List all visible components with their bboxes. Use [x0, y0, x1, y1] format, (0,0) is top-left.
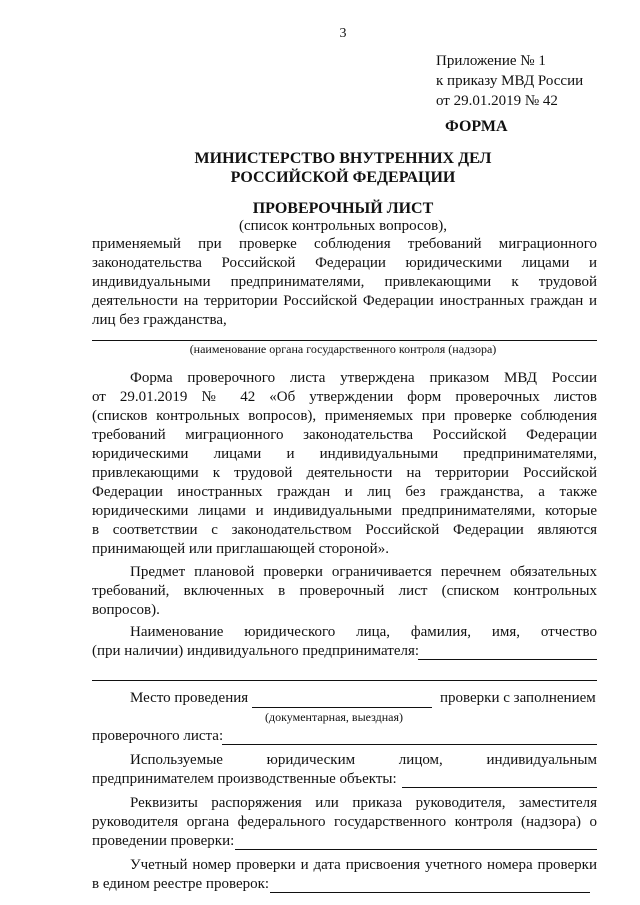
entity-name-field-1[interactable]	[418, 659, 597, 660]
para1-line-8: юридическими лицами и индивидуальными предпринимателями, которые	[92, 503, 597, 519]
place-line-2: проверочного листа:	[92, 728, 224, 744]
form-label: ФОРМА	[445, 118, 508, 135]
organ-caption: (наименование органа государственного контроля (надзора)	[189, 342, 497, 356]
place-caption: (документарная, выездная)	[265, 710, 404, 724]
para2-line-1: Предмет плановой проверки ограничивается перечнем обязательных	[130, 564, 597, 580]
organ-name-field[interactable]	[92, 340, 597, 341]
intro-line-2: законодательства Российской Федерации юридическими лицами и	[92, 255, 597, 271]
para2-line-3: вопросов).	[92, 602, 160, 618]
intro-line-4: деятельности на территории Российской Федерации иностранных граждан и	[92, 293, 597, 309]
requisites-line-3: проведении проверки:	[92, 833, 235, 849]
objects-line-2: предпринимателем производственные объекты:	[92, 771, 397, 787]
registry-line-1: Учетный номер проверки и дата присвоения учетного номера проверки	[130, 857, 597, 873]
registry-line-2: в едином реестре проверок:	[92, 876, 270, 892]
place-field[interactable]	[252, 707, 432, 708]
objects-field[interactable]	[402, 787, 597, 788]
registry-field[interactable]	[270, 892, 590, 893]
para2-line-2: требований, включенных в проверочный лист (списком контрольных	[92, 583, 597, 599]
intro-line-1: применяемый при проверке соблюдения требований миграционного	[92, 236, 597, 252]
intro-line-3: индивидуальными предпринимателями, привлекающими к трудовой	[92, 274, 597, 290]
requisites-line-1: Реквизиты распоряжения или приказа руководителя, заместителя	[130, 795, 597, 811]
para1-line-9: в соответствии с законодательством Российской Федерации являются	[92, 522, 597, 538]
para3-line-2: (при наличии) индивидуального предпринимателя:	[92, 643, 420, 659]
ministry-line-1: МИНИСТЕРСТВО ВНУТРЕННИХ ДЕЛ	[194, 150, 492, 167]
requisites-field[interactable]	[235, 849, 597, 850]
para1-line-7: Федерации иностранных граждан и лиц без гражданства, а также	[92, 484, 597, 500]
document-subtitle: (список контрольных вопросов),	[238, 218, 448, 234]
entity-name-field-2[interactable]	[92, 680, 597, 681]
ministry-line-2: РОССИЙСКОЙ ФЕДЕРАЦИИ	[230, 169, 456, 186]
document-title: ПРОВЕРОЧНЫЙ ЛИСТ	[252, 200, 434, 217]
para1-line-6: привлекающими к трудовой деятельности на территории Российской	[92, 465, 597, 481]
objects-line-1: Используемые юридическим лицом, индивидуальным	[130, 752, 597, 768]
page-number: 3	[339, 26, 347, 41]
para1-line-5: юридическими лицами и индивидуальными предпринимателями,	[92, 446, 597, 462]
para1-line-10: принимающей или приглашающей стороной».	[92, 541, 389, 557]
appendix-line-2: к приказу МВД России	[436, 73, 584, 89]
checklist-field[interactable]	[222, 744, 597, 745]
para1-line-4: требований миграционного законодательства Российской Федерации	[92, 427, 597, 443]
para1-line-2: от 29.01.2019 № 42 «Об утверждении форм проверочных листов	[92, 389, 597, 405]
appendix-line-1: Приложение № 1	[436, 53, 546, 69]
para3-line-1: Наименование юридического лица, фамилия, имя, отчество	[130, 624, 597, 640]
place-suffix: проверки с заполнением	[440, 690, 596, 706]
place-label: Место проведения	[130, 690, 249, 706]
intro-line-5: лиц без гражданства,	[92, 312, 227, 328]
requisites-line-2: руководителя органа федерального государственного контроля (надзора) о	[92, 814, 597, 830]
para1-line-1: Форма проверочного листа утверждена приказом МВД России	[130, 370, 597, 386]
para1-line-3: (списков контрольных вопросов), применяемых при проверке соблюдения	[92, 408, 597, 424]
appendix-line-3: от 29.01.2019 № 42	[436, 93, 558, 109]
